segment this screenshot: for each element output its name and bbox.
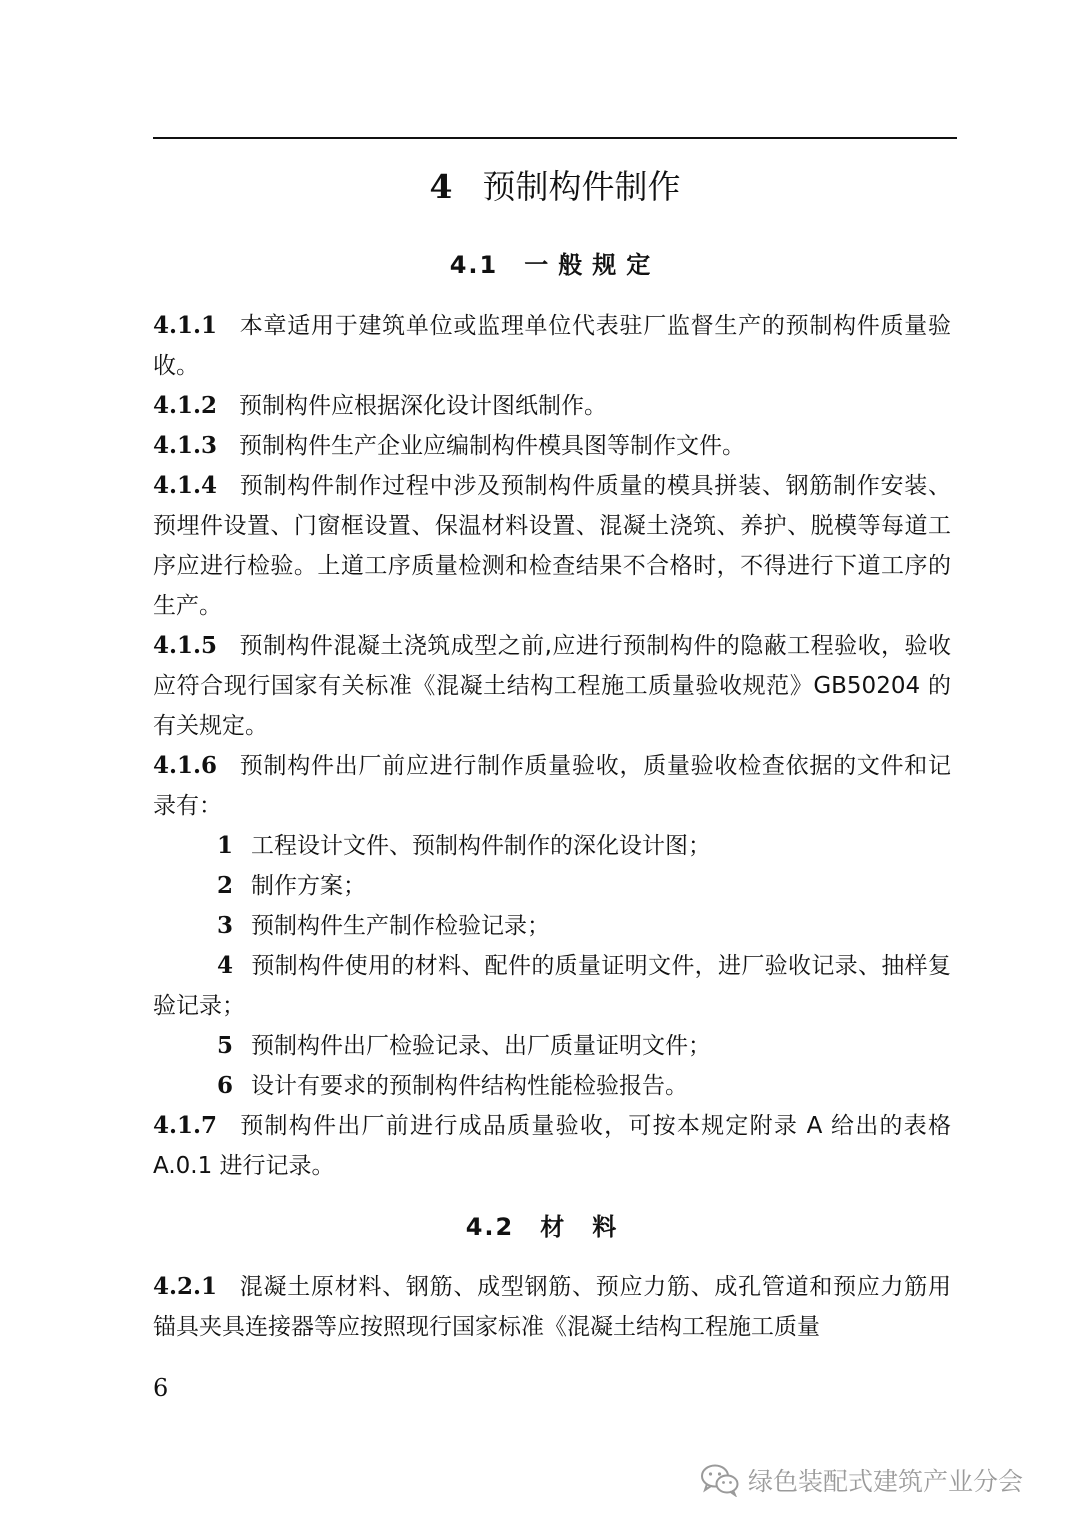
- item-number: 2: [217, 872, 234, 899]
- clause-text: 预制构件应根据深化设计图纸制作。: [239, 393, 608, 419]
- clause-text: 预制构件出厂前应进行制作质量验收，质量验收检查依据的文件和记录有：: [153, 753, 951, 819]
- section-heading-4-1: [153, 248, 957, 282]
- list-item-1: [153, 826, 951, 866]
- item-number: 5: [217, 1032, 234, 1059]
- item-text: 制作方案；: [251, 873, 367, 899]
- clause-number: 4.1.2: [153, 392, 218, 419]
- section-body-4-1: [153, 306, 951, 1186]
- clause-number: 4.1.1: [153, 312, 218, 339]
- item-text: 设计有要求的预制构件结构性能检验报告。: [251, 1073, 689, 1099]
- clause-4-1-4: [153, 466, 951, 626]
- item-number: 1: [217, 832, 234, 859]
- list-item-6: [153, 1066, 951, 1106]
- item-text: 预制构件生产制作检验记录；: [251, 913, 551, 939]
- top-rule: [153, 137, 957, 139]
- clause-text: 预制构件混凝土浇筑成型之前,应进行预制构件的隐蔽工程验收，验收应符合现行国家有关标准《混凝土结构工程施工质量验收规范》GB50204 的有关规定。: [153, 633, 951, 739]
- chapter-title-text: 预制构件制作: [482, 167, 681, 206]
- section-heading-4-2: [153, 1210, 957, 1244]
- item-number: 4: [217, 952, 234, 979]
- item-text: 预制构件使用的材料、配件的质量证明文件，进厂验收记录、抽样复验记录；: [153, 953, 951, 1019]
- clause-4-1-5: [153, 626, 951, 746]
- item-text: 预制构件出厂检验记录、出厂质量证明文件；: [251, 1033, 712, 1059]
- watermark: [700, 1460, 1023, 1500]
- clause-text: 预制构件生产企业应编制构件模具图等制作文件。: [239, 433, 746, 459]
- list-item-4: [153, 946, 951, 1026]
- clause-number: 4.1.3: [153, 432, 218, 459]
- wechat-icon: [700, 1463, 740, 1497]
- section-title: 一般规定: [524, 251, 661, 279]
- clause-text: 预制构件出厂前进行成品质量验收，可按本规定附录 A 给出的表格 A.0.1 进行记录。: [153, 1113, 951, 1179]
- chapter-title: [153, 165, 957, 209]
- list-item-2: [153, 866, 951, 906]
- list-item-5: [153, 1026, 951, 1066]
- item-number: 3: [217, 912, 234, 939]
- section-number: 4.2: [465, 1213, 515, 1241]
- chapter-number: 4: [429, 167, 453, 206]
- clause-4-1-6: [153, 746, 951, 826]
- clause-number: 4.1.6: [153, 752, 218, 779]
- clause-number: 4.1.4: [153, 472, 218, 499]
- section-number: 4.1: [449, 251, 499, 279]
- watermark-text: 绿色装配式建筑产业分会: [748, 1467, 1024, 1496]
- section-body-4-2: [153, 1267, 951, 1347]
- section-title: 材料: [540, 1213, 645, 1241]
- clause-4-1-2: [153, 386, 951, 426]
- clause-text: 本章适用于建筑单位或监理单位代表驻厂监督生产的预制构件质量验收。: [153, 313, 951, 379]
- clause-text: 预制构件制作过程中涉及预制构件质量的模具拼装、钢筋制作安装、预埋件设置、门窗框设置、保温材料设置、混凝土浇筑、养护、脱模等每道工序应进行检验。上道工序质量检测和检查结果不合格时，不得进行下道工序的生产。: [153, 473, 951, 619]
- clause-4-1-3: [153, 426, 951, 466]
- clause-text: 混凝土原材料、钢筋、成型钢筋、预应力筋、成孔管道和预应力筋用锚具夹具连接器等应按照现行国家标准《混凝土结构工程施工质量: [153, 1274, 951, 1340]
- clause-4-1-7: [153, 1106, 951, 1186]
- clause-4-2-1: [153, 1267, 951, 1347]
- clause-4-1-1: [153, 306, 951, 386]
- item-number: 6: [217, 1072, 234, 1099]
- clause-number: 4.2.1: [153, 1273, 218, 1300]
- item-text: 工程设计文件、预制构件制作的深化设计图；: [251, 833, 712, 859]
- list-item-3: [153, 906, 951, 946]
- clause-number: 4.1.7: [153, 1112, 218, 1139]
- clause-number: 4.1.5: [153, 632, 218, 659]
- page-number: 6: [153, 1374, 169, 1402]
